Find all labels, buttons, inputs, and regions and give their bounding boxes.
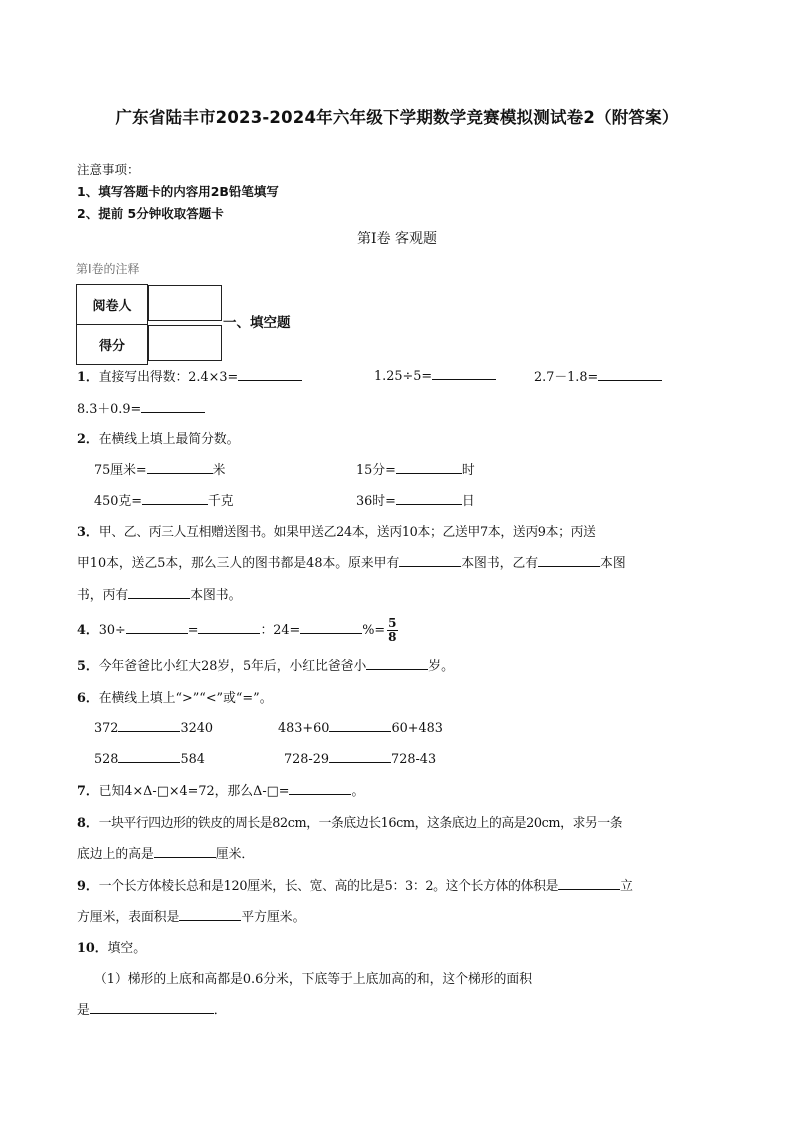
question-text: 立	[620, 879, 633, 894]
answer-blank[interactable]	[238, 367, 302, 381]
answer-blank[interactable]	[118, 749, 180, 763]
question-text: 甲、乙、丙三人互相赠送图书。如果甲送乙24本，送丙10本；乙送甲7本，送丙9本；丙送	[98, 525, 596, 540]
question-text: 本图书。	[190, 588, 242, 603]
score-table	[76, 284, 223, 365]
compare-right: 584	[180, 752, 205, 767]
question-number: 4．	[77, 623, 99, 638]
question-text: 30÷	[98, 623, 126, 638]
question-number: 8．	[77, 816, 99, 831]
reviewer-cell[interactable]	[148, 285, 222, 321]
question-text: 在横线上填上“>”“<”或“=”。	[98, 691, 273, 706]
question-text: 方厘米，表面积是	[77, 910, 180, 925]
answer-blank[interactable]	[141, 399, 205, 413]
question-6-item-d	[284, 749, 436, 767]
question-3-line-3	[77, 584, 241, 603]
answer-blank[interactable]	[399, 553, 461, 567]
question-1	[77, 366, 302, 385]
item-prefix: 75厘米=	[94, 463, 147, 478]
question-text: 一个长方体棱长总和是120厘米，长、宽、高的比是5：3：2。这个长方体的体积是	[98, 879, 559, 894]
question-text: 。	[351, 784, 365, 799]
question-text: 是	[77, 1003, 90, 1018]
question-text: =	[187, 623, 199, 638]
question-8	[77, 812, 622, 831]
answer-blank[interactable]	[329, 749, 391, 763]
question-text: 已知4×Δ-□×4=72，那么Δ-□=	[98, 784, 290, 799]
question-number: 1．	[77, 370, 99, 385]
question-2-item-b	[356, 459, 475, 478]
question-number: 2．	[77, 432, 99, 447]
question-text: 今年爸爸比小红大28岁，5年后，小红比爸爸小	[98, 659, 367, 674]
question-2-item-a	[94, 459, 225, 478]
item-prefix: 36时=	[356, 494, 396, 509]
question-text: 直接写出得数：2.4×3=	[98, 370, 239, 385]
question-5	[77, 655, 454, 674]
question-6	[77, 687, 273, 706]
question-2-item-c	[94, 490, 234, 509]
question-1-item-4	[77, 398, 205, 417]
question-text: %=	[362, 623, 386, 638]
score-cell[interactable]	[148, 325, 222, 361]
answer-blank[interactable]	[432, 366, 496, 380]
compare-left: 483+60	[278, 721, 330, 736]
question-text: 一块平行四边形的铁皮的周长是82cm，一条底边长16cm，这条底边上的高是20cm，求另一条	[98, 816, 623, 831]
item-suffix: 米	[212, 463, 226, 478]
answer-blank[interactable]	[118, 718, 180, 732]
question-number: 5．	[77, 659, 99, 674]
question-2-item-d	[356, 490, 475, 509]
question-2	[77, 428, 239, 447]
answer-blank[interactable]	[126, 620, 188, 634]
question-text: 平方厘米。	[241, 910, 306, 925]
compare-left: 528	[94, 752, 119, 767]
item-suffix: 日	[461, 494, 475, 509]
answer-blank[interactable]	[154, 844, 216, 858]
page-title: 广东省陆丰市2023-2024年六年级下学期数学竞赛模拟测试卷2（附答案）	[115, 108, 679, 127]
question-text: （1）梯形的上底和高都是0.6分米，下底等于上底加高的和，这个梯形的面积	[94, 972, 532, 987]
answer-blank[interactable]	[538, 553, 600, 567]
item-suffix: 千克	[207, 494, 234, 509]
question-text: 底边上的高是	[77, 847, 154, 862]
question-10-sub-1-answer	[77, 999, 227, 1018]
answer-blank[interactable]	[289, 781, 351, 795]
question-text: 本图	[600, 556, 626, 571]
compare-left: 728-29	[284, 752, 330, 767]
question-text: ：24=	[260, 623, 301, 638]
question-8-line-2	[77, 843, 254, 862]
notes-heading: 注意事项：	[77, 162, 140, 177]
compare-left: 372	[94, 721, 119, 736]
answer-blank[interactable]	[366, 656, 428, 670]
question-10	[77, 937, 146, 956]
question-text: 厘米．	[215, 847, 255, 862]
question-number: 10．	[77, 941, 108, 956]
question-text: 2.7－1.8=	[534, 370, 599, 385]
question-3-line-2	[77, 552, 626, 571]
answer-blank[interactable]	[396, 460, 462, 474]
fraction	[387, 617, 397, 644]
answer-blank[interactable]	[147, 460, 213, 474]
reviewer-label: 阅卷人	[77, 285, 148, 325]
question-9	[77, 875, 633, 894]
answer-blank[interactable]	[598, 367, 662, 381]
question-text: 甲10本，送乙5本，那么三人的图书都是48本。原来甲有	[77, 556, 400, 571]
question-10-sub-1	[94, 968, 532, 987]
compare-right: 3240	[180, 721, 214, 736]
question-text: ．	[213, 1003, 227, 1018]
question-6-item-b	[278, 718, 443, 736]
question-1-item-2	[374, 366, 496, 384]
question-3	[77, 521, 596, 540]
question-1-item-3	[534, 366, 662, 385]
question-4	[77, 617, 398, 644]
section-note: 第Ⅰ卷的注释	[76, 262, 140, 276]
item-prefix: 15分=	[356, 463, 396, 478]
notes-item-1: 1、填写答题卡的内容用2B铅笔填写	[77, 184, 279, 199]
question-text: 本图书，乙有	[461, 556, 539, 571]
question-text: 填空。	[107, 941, 146, 956]
question-number: 6．	[77, 691, 99, 706]
notes-item-2: 2、提前 5分钟收取答题卡	[77, 206, 224, 221]
question-7	[77, 780, 364, 799]
question-number: 3．	[77, 525, 99, 540]
question-6-item-a	[94, 718, 213, 736]
answer-blank[interactable]	[329, 718, 391, 732]
section-title: 第Ⅰ卷 客观题	[357, 231, 437, 247]
question-text: 1.25÷5=	[374, 369, 433, 384]
answer-blank[interactable]	[128, 585, 190, 599]
answer-blank[interactable]	[396, 491, 462, 505]
answer-blank[interactable]	[142, 491, 208, 505]
answer-blank[interactable]	[90, 1000, 214, 1014]
compare-right: 60+483	[391, 721, 443, 736]
question-text: 8.3＋0.9=	[77, 402, 142, 417]
answer-blank[interactable]	[300, 620, 362, 634]
question-text: 书，丙有	[77, 588, 129, 603]
question-number: 9．	[77, 879, 99, 894]
compare-right: 728-43	[391, 752, 437, 767]
question-9-line-2	[77, 906, 305, 925]
fraction-denominator: 8	[388, 630, 397, 644]
part-title: 一、填空题	[223, 315, 291, 331]
question-text: 岁。	[428, 659, 454, 674]
item-prefix: 450克=	[94, 494, 142, 509]
fraction-numerator: 5	[388, 616, 397, 630]
answer-blank[interactable]	[558, 876, 620, 890]
answer-blank[interactable]	[179, 907, 241, 921]
question-6-item-c	[94, 749, 205, 767]
question-number: 7．	[77, 784, 99, 799]
item-suffix: 时	[461, 463, 475, 478]
question-text: 在横线上填上最简分数。	[98, 432, 240, 447]
answer-blank[interactable]	[198, 620, 260, 634]
score-label: 得分	[77, 325, 148, 365]
